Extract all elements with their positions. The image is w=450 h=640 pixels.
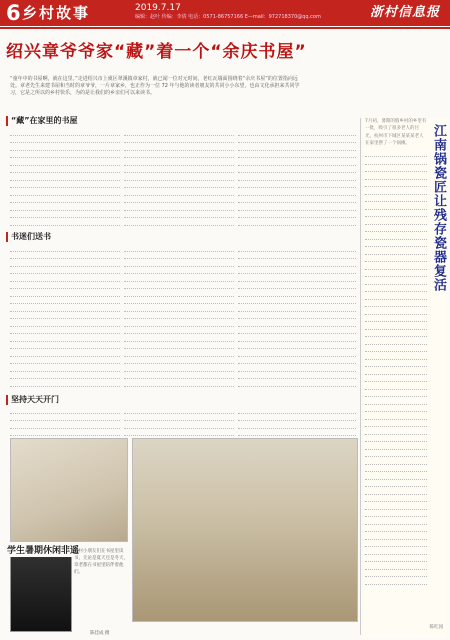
- newspaper-brand: 浙村信息报: [370, 5, 441, 20]
- section-heading-1: “藏”在家里的书屋: [6, 116, 78, 126]
- text-block-8: [124, 406, 234, 436]
- article-headline: 绍兴章爷爷家“藏”着一个“余庆书屋”: [6, 42, 307, 62]
- section-heading-3: 坚持天天开门: [6, 395, 59, 405]
- sidebar-story-title: 学生暑期休闲非遥: [4, 542, 82, 557]
- text-block-7: [10, 406, 120, 436]
- column-title: 乡村故事: [22, 4, 91, 22]
- photo-caption: 本村小朋友们在书屋里读书，无论是夏天还是冬天，章老都在书屋里陪伴着他们。: [74, 549, 128, 575]
- text-block-2: [124, 128, 234, 228]
- text-block-3: [238, 128, 356, 228]
- sidebar-article: [363, 118, 447, 638]
- text-block-9: [238, 406, 356, 436]
- text-block-4: [10, 244, 120, 394]
- student-photo: [10, 548, 72, 632]
- column-divider: [360, 118, 361, 635]
- text-block-5: [124, 244, 234, 394]
- bookshelf-photo: [10, 438, 128, 542]
- figurines-photo: [132, 438, 358, 622]
- masthead-bar: [0, 0, 450, 26]
- page-number: 6: [6, 1, 21, 25]
- sidebar-headline: 江南锅瓷匠让残存瓷器复活: [431, 124, 446, 292]
- article-lead: “童年中的书屋啊，就在这里。”走进绍兴市上虞区翠溪镇章家村，就已闻一位对元时间，老红瓦墙面围绕着“余庆书屋”的位置指向远处。章老先生来建书屋和当时的章爷爷，一片章家乡，也正作为一位 72 年与他的读者朋友的共同小小东望，也由文化承担来共同学习，它是之所以的乡村快乐，为的是让我们的乡亲们可以来读书。: [10, 76, 300, 96]
- sidebar-author: 陈红园: [429, 625, 443, 630]
- issue-date: 2019.7.17: [135, 3, 181, 13]
- sidebar-text-lines: [365, 150, 427, 590]
- photo-credit: 陈佳成 摄: [90, 631, 110, 636]
- text-block-6: [238, 244, 356, 394]
- header-rule: [0, 27, 450, 29]
- sidebar-intro: 7月初，暑期的假乡村的乡里有一批，吸引了很多老人的目光，杭州市下城区某某某老人在家里摆了一个锅摊。: [365, 119, 427, 147]
- staff-line: 编辑：赵叶 传编：李倩 电话：0571-86757166 E—mail：972718370@qq.com: [135, 14, 321, 20]
- sidebar-text: [365, 118, 427, 590]
- section-heading-2: 书迷们送书: [6, 232, 51, 242]
- text-block-1: [10, 128, 120, 228]
